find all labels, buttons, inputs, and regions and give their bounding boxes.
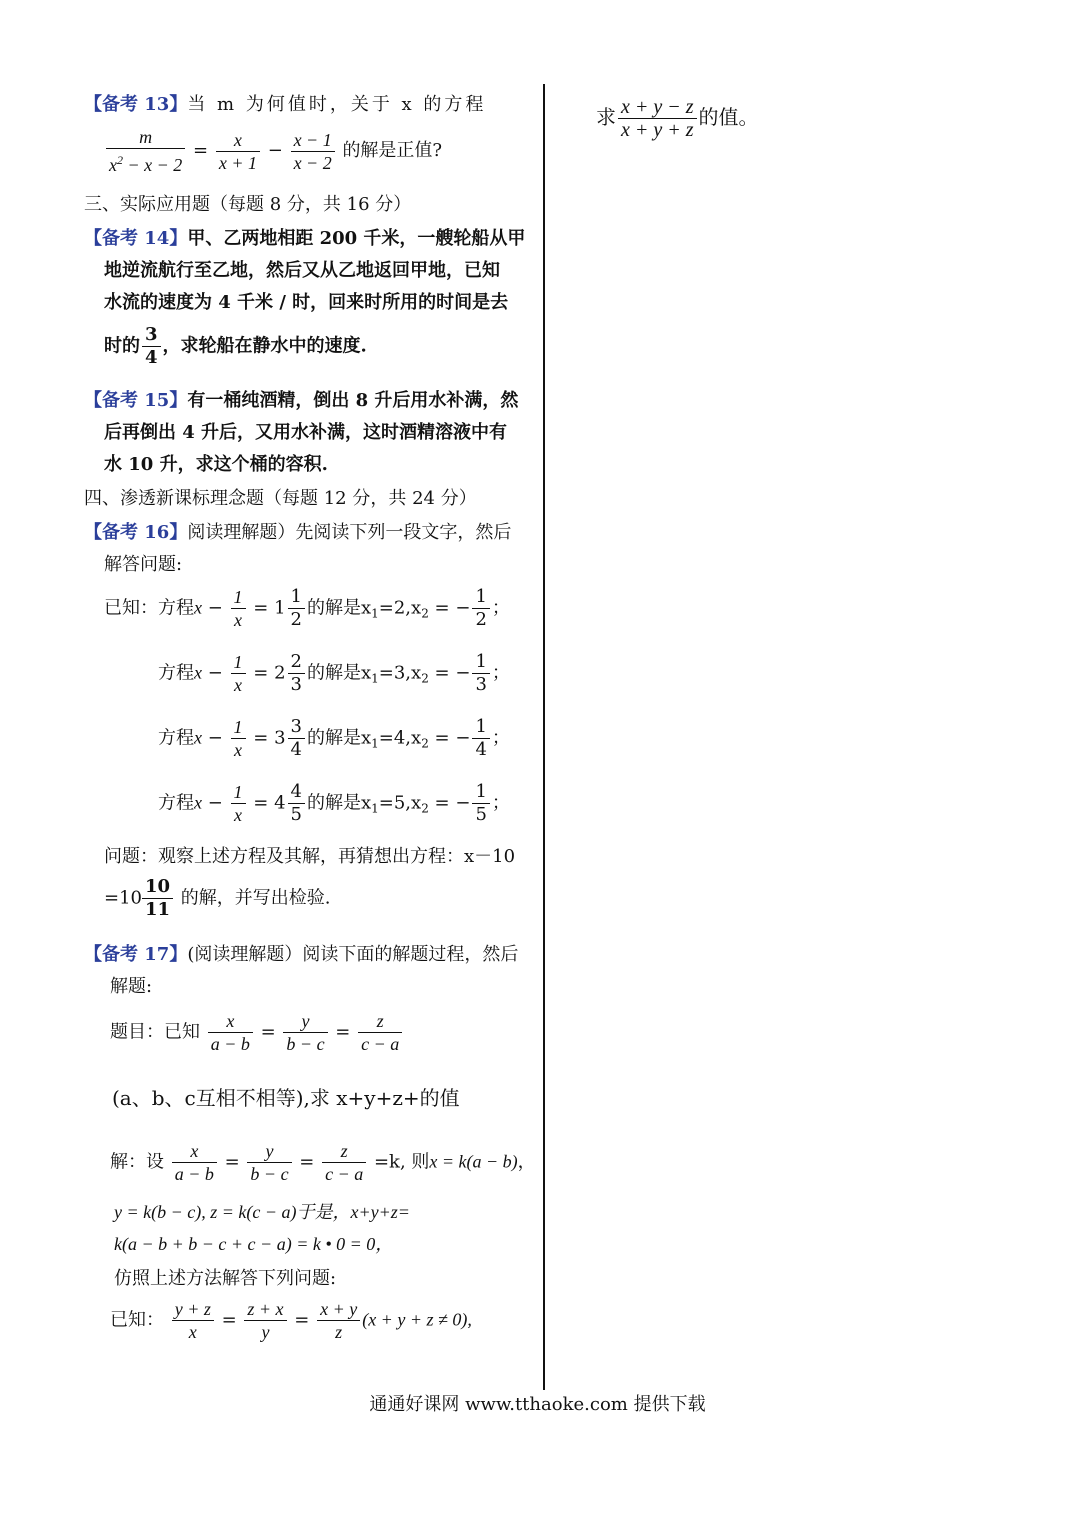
q15-tag: 【备考 15】 (84, 390, 188, 411)
q16-equation-row: 方程x − $\frac{1}{x}$ = 2 $\frac{2}{3}$ 的解是$x_1=3,x_2$ = − $\frac{1}{3}$ ； (158, 651, 510, 695)
q15-line1: 【备考 15】有一桶纯酒精，倒出 8 升后用水补满，然 (84, 390, 519, 411)
q13-line1 (84, 90, 486, 116)
q16-question-line1: 问题：观察上述方程及其解，再猜想出方程：x－10 (104, 846, 516, 867)
q13-equation: $\frac{m}{x^2 - x - 2}$ = $\frac{x}{x + 1}$ − $\frac{x - 1}{x - 2}$ 的解是正值? (104, 126, 442, 176)
q16-equation-row: 方程x − $\frac{1}{x}$ = 3 $\frac{3}{4}$ 的解是$x_1=4,x_2$ = − $\frac{1}{4}$ ； (158, 716, 510, 760)
q17-solution-line1: 解：设 $\frac{x}{a - b}$ = $\frac{y}{b - c}$ = $\frac{z}{c - a}$ =k, 则x = k(a − b)， (110, 1141, 536, 1184)
q17-line1: 【备考 17】(阅读理解题）阅读下面的解题过程，然后 (84, 944, 519, 965)
q17-solution-line4: 仿照上述方法解答下列问题: (114, 1268, 337, 1289)
q16-equation-row: 方程x − $\frac{1}{x}$ = 4 $\frac{4}{5}$ 的解是$x_1=5,x_2$ = − $\frac{1}{5}$ ； (158, 781, 510, 825)
q16-mixed-frac: $\frac{10}{11}$ (142, 876, 173, 921)
section4-heading: 四、渗透新课标理念题（每题 12 分，共 24 分） (84, 488, 477, 509)
q16-tag: 【备考 16】 (84, 522, 188, 543)
q16-equation-row: 已知：方程x − $\frac{1}{x}$ = 1 $\frac{1}{2}$ 的解是$x_1=2,x_2$ = − $\frac{1}{2}$ ； (104, 586, 510, 630)
q13-frac3: $\frac{x - 1}{x - 2}$ (291, 129, 335, 174)
q14-line2: 地逆流航行至乙地，然后又从乙地返回甲地，已知 (104, 260, 500, 281)
q14-line4: 时的 $\frac{3}{4}$ ，求轮船在静水中的速度. (104, 324, 367, 368)
q14-line1: 【备考 14】甲、乙两地相距 200 千米，一艘轮船从甲 (84, 228, 526, 249)
q15-line3: 水 10 升，求这个桶的容积. (104, 454, 328, 475)
q14-frac: $\frac{3}{4}$ (142, 324, 161, 369)
q17-solution-line3: k(a − b + b − c + c − a) = k • 0 = 0， (114, 1234, 394, 1254)
q17-tag: 【备考 17】 (84, 944, 188, 965)
q17-given: 已知： $\frac{y + z}{x}$ = $\frac{z + x}{y}$ = $\frac{x + y}{z}$ (x + y + z ≠ 0), (110, 1299, 472, 1342)
q16-line1: 【备考 16】阅读理解题）先阅读下列一段文字，然后 (84, 522, 512, 543)
q16-question-line2: =10 $\frac{10}{11}$ 的解，并写出检验. (104, 876, 331, 920)
q16-line2: 解答问题: (104, 554, 183, 575)
q17-line2: 解题: (110, 976, 153, 997)
q14-line3: 水流的速度为 4 千米 / 时，回来时所用的时间是去 (104, 292, 509, 313)
page-footer: 通通好课网 www.tthaoke.com 提供下载 (369, 1394, 706, 1415)
q13-text: 当 m 为何值时，关于 x 的方程 (187, 94, 487, 115)
q17-condition: (a、b、c互相不相等),求 x+y+z+的值 (112, 1086, 460, 1110)
q13-frac1: $\frac{m}{x^2 - x - 2}$ (106, 126, 185, 176)
q14-tag: 【备考 14】 (84, 228, 188, 249)
q13-tag: 【备考 13】 (84, 94, 188, 115)
section3-heading: 三、实际应用题（每题 8 分，共 16 分） (84, 194, 412, 215)
right-question: 求 $\frac{x + y - z}{x + y + z}$ 的值。 (596, 96, 759, 141)
q17-solution-line2: y = k(b − c), z = k(c − a)于是，x+y+z= (114, 1202, 410, 1222)
q15-line2: 后再倒出 4 升后，又用水补满，这时酒精溶液中有 (104, 422, 508, 443)
column-divider (543, 84, 545, 1390)
q17-topic: 题目：已知 $\frac{x}{a - b}$ = $\frac{y}{b - c}$ = $\frac{z}{c - a}$ (110, 1010, 404, 1055)
q13-frac2: $\frac{x}{x + 1}$ (216, 129, 260, 174)
